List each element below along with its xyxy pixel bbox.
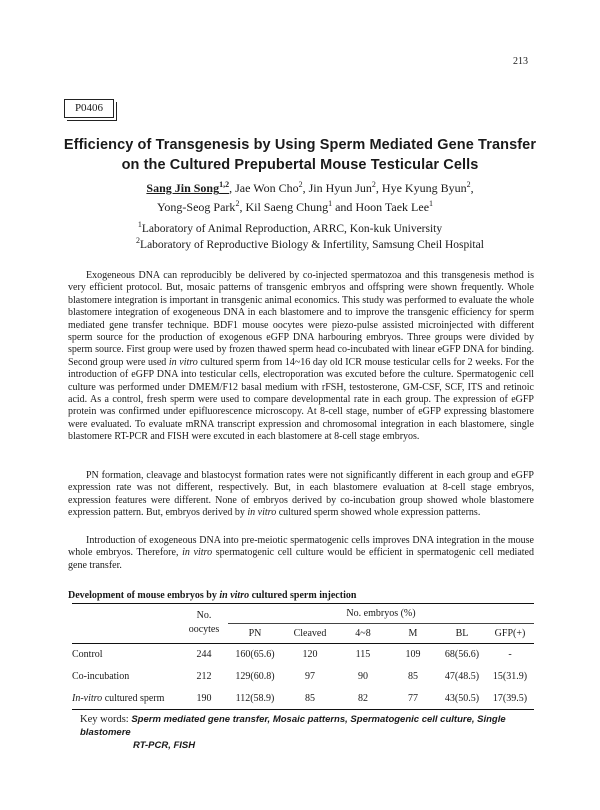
authors-line-2: Yong-Seog Park$^2$, Kil Saeng Chung$^1$ and Hoon Taek Lee$^1$ (156, 199, 434, 214)
author: Hoon Taek Lee$^1$ (355, 199, 434, 214)
table-cell: 129(60.8) (235, 671, 275, 682)
table-cell: 17(39.5) (492, 692, 528, 704)
table-row (72, 644, 534, 666)
table-cell: 47(48.5) (444, 671, 480, 682)
presenting-author: Sang Jin Song$^{1,2}$ (146, 180, 230, 195)
table-cell: 90 (358, 671, 368, 682)
author: Jin Hyun Jun$^2$ (308, 180, 376, 195)
table-cell: 212 (196, 671, 212, 682)
table-cell: 15(31.9) (492, 671, 528, 682)
table-cell: 160(65.6) (235, 649, 275, 661)
table-row (72, 666, 534, 688)
table-cell: 244 (196, 649, 212, 661)
header-4-8: 4~8 (355, 628, 371, 639)
table-caption: Development of mouse embryos by in vitro cultured sperm injection (68, 590, 357, 601)
keywords (80, 713, 540, 752)
results-table (72, 603, 534, 710)
table-cell: 115 (355, 649, 371, 661)
table-cell: 190 (196, 692, 212, 704)
abstract-paragraph-2: PN formation, cleavage and blastocyst formation rates were not significantly different in each group and eGFP expression rate was not different, respectively. But, in each blastomere evaluation at 8-cell stage embryos, expression features were different. None of embryos derived by co-incubation group showed whole blastomere expression pattern. But, embryos derived by in vitro cultured sperm showed whole expression patterns. (68, 470, 534, 519)
table-cell: 85 (305, 692, 315, 704)
row-label: In-vitro cultured sperm (72, 692, 165, 704)
author: Yong-Seog Park$^2$ (156, 199, 240, 214)
abstract-paragraph-1: Exogeneous DNA can reproducibly be delivered by co-injected spermatozoa and this transgenesis method is very efficient protocol. But, mosaic patterns of transgenic embryos and offspring were shown frequently. Whole blastomere integration is important in transgenic animal economics. This study was performed to evaluate the whole blastomere integration of exogeneous DNA in each blastomere and to improve the transgenic efficiency for sperm mediated gene transfer technique. BDF1 mouse oocytes were piezo-pulse assisted microinjected with different sperm source for the production of exogenous eGFP DNA harbouring embryos. Three groups were divided by sperm source. First group were used by frozen thawed sperm head co-incubated with linear eGFP DNA for binding. Second group were used in vitro cultured sperm from 14~16 day old ICR mouse testicular cells for 2 weeks. For the introduction of eGFP DNA into testicular cells, electroporation was excuted before the culture. Spermatogenic cell culture was performed under DMEM/F12 basal medium with rFSH, testosterone, GM-CSF, SCF, ITS and retinoic acid. As a control, fresh sperm were used to compare developmental rate in each group. The expression of eGFP protein was confirmed under epifluorescence microscopy. At 8-cell stage, number of eGFP expressing blastomere were evaluated. To evaluate mRNA transcript expression and chromosomal integration in each blastomere, single blastomere RT-PCR and FISH were excuted in each blastomere at 8-cell stage embryos. (68, 270, 534, 443)
affiliation-1: $^1$Laboratory of Animal Reproduction, ARRC, Kon-kuk University (137, 220, 443, 235)
table-cell: 77 (408, 692, 418, 704)
row-label: Control (72, 649, 103, 661)
table-cell: 109 (405, 649, 421, 661)
header-embryos-group: No. embryos (%) (228, 604, 534, 624)
table-cell: 97 (305, 671, 315, 682)
header-no: No. (196, 610, 212, 622)
table-cell: - (508, 649, 512, 661)
header-oocytes: oocytes (188, 623, 220, 635)
table-cell: 120 (302, 649, 318, 661)
table-row (72, 688, 534, 710)
table-cell: 68(56.6) (444, 649, 480, 661)
header-m: M (408, 628, 418, 639)
author: Jae Won Cho$^2$ (235, 180, 303, 195)
paper-title-line-2: on the Cultured Prepubertal Mouse Testicular Cells (121, 157, 479, 173)
author: Hye Kyung Byun$^2$ (381, 180, 471, 195)
abstract-paragraph-3: Introduction of exogeneous DNA into pre-meiotic spermatogenic cells improves DNA integration in the mouse whole embryos. Therefore, in vitro spermatogenic cell culture would be efficient in spermatogenic cell mediated gene transfer. (68, 535, 534, 571)
keywords-label: Key words: (80, 714, 129, 725)
table-cell: 85 (408, 671, 418, 682)
page-number: 213 (513, 56, 528, 67)
header-bl: BL (455, 628, 469, 639)
header-pn: PN (248, 628, 262, 639)
header-cleaved: Cleaved (293, 628, 327, 639)
keywords-list-line-2: RT-PCR, FISH (133, 740, 196, 751)
author: Kil Saeng Chung$^1$ (245, 199, 333, 214)
table-cell: 43(50.5) (444, 692, 480, 704)
table-cell: 82 (358, 692, 368, 704)
header-gfp: GFP(+) (494, 628, 526, 639)
row-label: Co-incubation (72, 671, 130, 682)
table-cell: 112(58.9) (235, 692, 275, 704)
keywords-list-line-1: Sperm mediated gene transfer, Mosaic patterns, Spermatogenic cell culture, Single blastomere (80, 714, 506, 738)
authors-line-1: Sang Jin Song$^{1,2}$, Jae Won Cho$^2$, Jin Hyun Jun$^2$, Hye Kyung Byun$^2$, (146, 180, 474, 195)
paper-title-line-1: Efficiency of Transgenesis by Using Sperm Mediated Gene Transfer (63, 137, 537, 153)
abstract-id-box: P0406 (64, 99, 114, 118)
affiliation-2: $^2$Laboratory of Reproductive Biology & Infertility, Samsung Cheil Hospital (136, 236, 484, 251)
